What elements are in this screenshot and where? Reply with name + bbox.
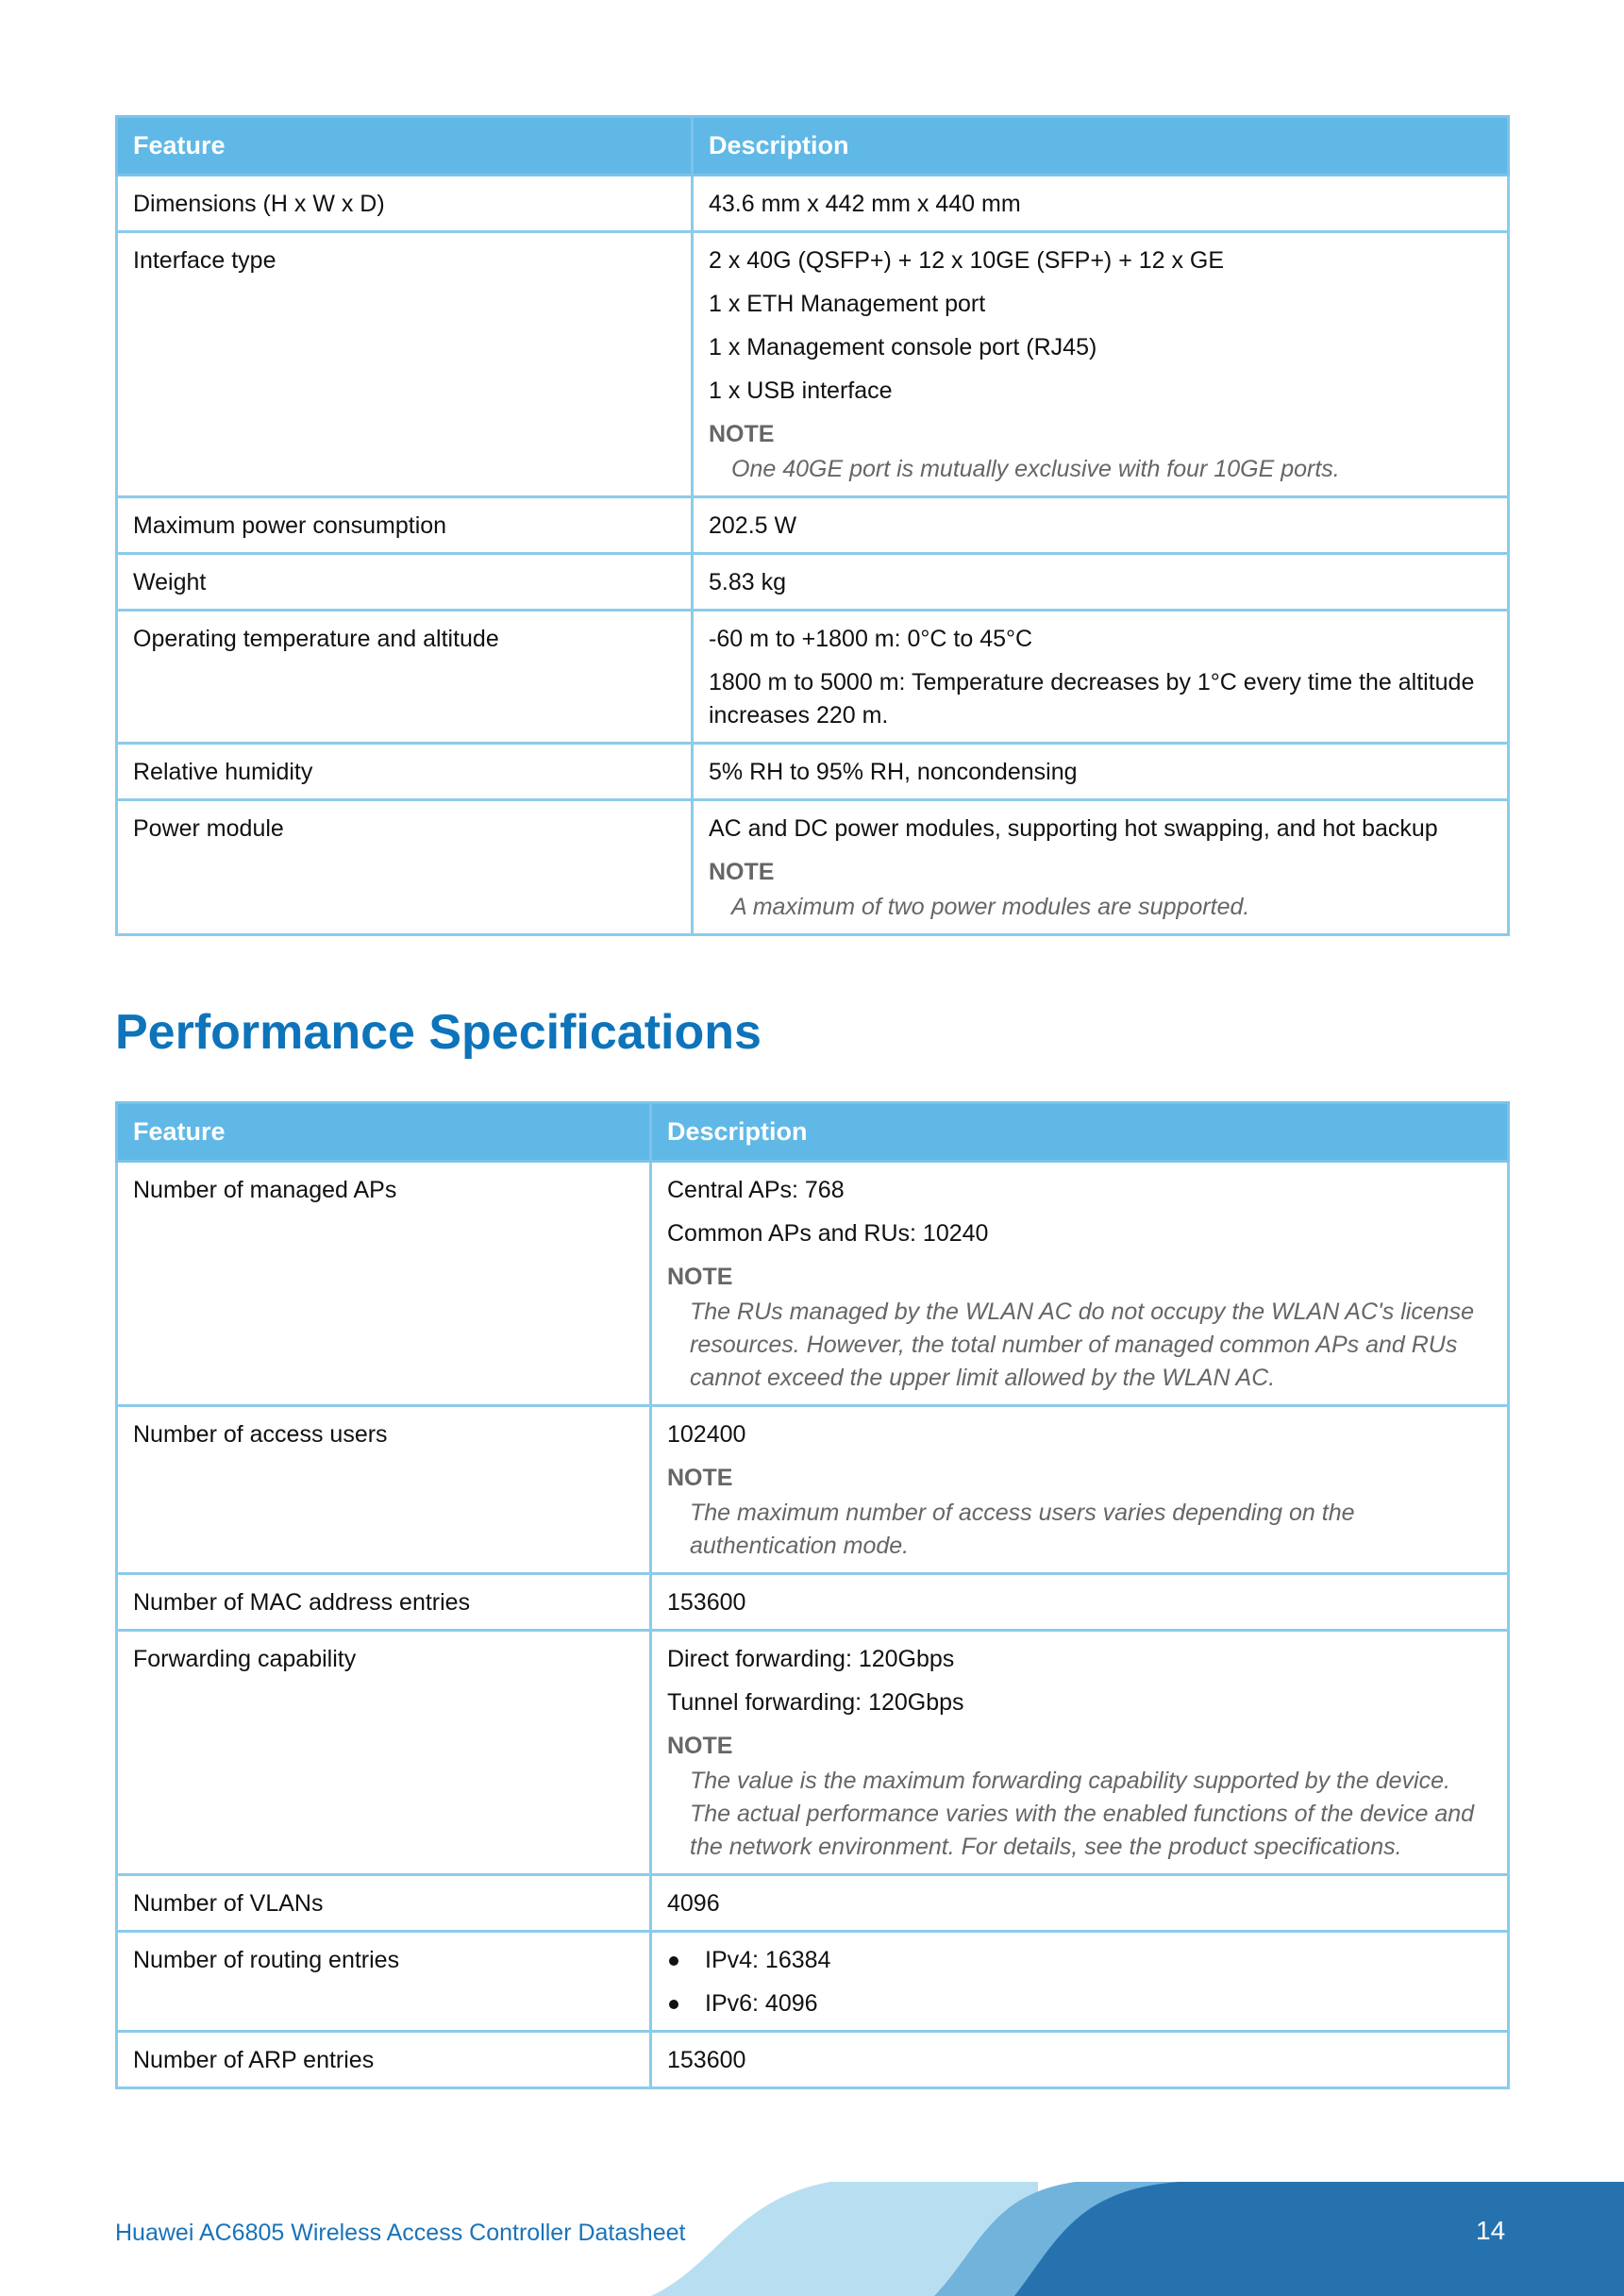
bullet-list bbox=[667, 1944, 1492, 2020]
table-row bbox=[117, 554, 1509, 611]
feature-cell: Power module bbox=[117, 800, 693, 935]
description-line: 43.6 mm x 442 mm x 440 mm bbox=[709, 191, 1021, 217]
description-line: Tunnel forwarding: 120Gbps bbox=[667, 1689, 964, 1716]
section-title: Performance Specifications bbox=[115, 1005, 762, 1060]
description-cell bbox=[693, 554, 1509, 611]
table-row bbox=[117, 744, 1509, 800]
performance-spec-table bbox=[115, 1101, 1510, 2089]
description-line: 5.83 kg bbox=[709, 569, 787, 595]
description-cell bbox=[651, 1932, 1509, 2032]
bullet-text: IPv6: 4096 bbox=[705, 1990, 818, 2017]
note-label: NOTE bbox=[667, 1733, 733, 1759]
description-cell bbox=[651, 1162, 1509, 1406]
description-cell bbox=[651, 1406, 1509, 1574]
bullet-icon bbox=[669, 1956, 678, 1966]
description-line: 153600 bbox=[667, 1589, 746, 1616]
feature-cell: Weight bbox=[117, 554, 693, 611]
feature-cell: Interface type bbox=[117, 232, 693, 497]
description-cell bbox=[693, 744, 1509, 800]
page-number: 14 bbox=[1476, 2216, 1506, 2245]
description-line: 153600 bbox=[667, 2047, 746, 2073]
description-cell bbox=[651, 1631, 1509, 1875]
description-line: 1 x USB interface bbox=[709, 377, 893, 404]
description-line: 1 x ETH Management port bbox=[709, 291, 986, 317]
table-row bbox=[117, 1875, 1509, 1932]
description-line: 2 x 40G (QSFP+) + 12 x 10GE (SFP+) + 12 x GE bbox=[709, 247, 1225, 274]
feature-cell: Number of access users bbox=[117, 1406, 651, 1574]
description-line: 1 x Management console port (RJ45) bbox=[709, 334, 1097, 360]
description-line: 4096 bbox=[667, 1890, 720, 1917]
hardware-spec-table bbox=[115, 115, 1510, 936]
bullet-item bbox=[667, 1944, 1492, 1977]
note-label: NOTE bbox=[709, 859, 775, 885]
table-row bbox=[117, 176, 1509, 232]
description-cell bbox=[693, 176, 1509, 232]
feature-cell: Number of MAC address entries bbox=[117, 1574, 651, 1631]
bullet-icon bbox=[669, 2000, 678, 2009]
note-text: The value is the maximum forwarding capability supported by the device. The actual performance varies with the enabled functions of the device and the network environment. For details, see the product specifications. bbox=[690, 1768, 1475, 1860]
table-row bbox=[117, 1406, 1509, 1574]
description-cell bbox=[693, 800, 1509, 935]
description-cell bbox=[651, 1875, 1509, 1932]
table-row bbox=[117, 497, 1509, 554]
description-cell bbox=[693, 611, 1509, 744]
description-line: 1800 m to 5000 m: Temperature decreases by 1°C every time the altitude increases 220 m. bbox=[709, 669, 1475, 729]
note-label: NOTE bbox=[709, 421, 775, 447]
description-line: Central APs: 768 bbox=[667, 1177, 845, 1203]
table-row bbox=[117, 611, 1509, 744]
note-label: NOTE bbox=[667, 1264, 733, 1290]
table-row bbox=[117, 1162, 1509, 1406]
note-text: The RUs managed by the WLAN AC do not occupy the WLAN AC's license resources. However, the total number of managed common APs and RUs cannot exceed the upper limit allowed by the WLAN AC. bbox=[690, 1299, 1475, 1391]
column-header-description: Description bbox=[693, 117, 1509, 176]
note-text: One 40GE port is mutually exclusive with four 10GE ports. bbox=[731, 456, 1340, 482]
table-row bbox=[117, 1932, 1509, 2032]
feature-cell: Maximum power consumption bbox=[117, 497, 693, 554]
feature-cell: Number of VLANs bbox=[117, 1875, 651, 1932]
feature-cell: Number of routing entries bbox=[117, 1932, 651, 2032]
column-header-feature: Feature bbox=[117, 1103, 651, 1162]
note-label: NOTE bbox=[667, 1465, 733, 1491]
feature-cell: Relative humidity bbox=[117, 744, 693, 800]
description-cell bbox=[693, 232, 1509, 497]
note-text: The maximum number of access users varies depending on the authentication mode. bbox=[690, 1500, 1355, 1559]
description-cell bbox=[693, 497, 1509, 554]
feature-cell: Forwarding capability bbox=[117, 1631, 651, 1875]
note-text: A maximum of two power modules are supported. bbox=[731, 894, 1250, 920]
table-row bbox=[117, 800, 1509, 935]
description-line: Common APs and RUs: 10240 bbox=[667, 1220, 989, 1247]
description-line: -60 m to +1800 m: 0°C to 45°C bbox=[709, 626, 1033, 652]
table-row bbox=[117, 2032, 1509, 2088]
feature-cell: Dimensions (H x W x D) bbox=[117, 176, 693, 232]
bullet-text: IPv4: 16384 bbox=[705, 1947, 831, 1973]
description-cell bbox=[651, 1574, 1509, 1631]
bullet-item bbox=[667, 1987, 1492, 2020]
feature-cell: Number of ARP entries bbox=[117, 2032, 651, 2088]
footer-document-title: Huawei AC6805 Wireless Access Controller Datasheet bbox=[115, 2220, 686, 2246]
column-header-description: Description bbox=[651, 1103, 1509, 1162]
description-line: AC and DC power modules, supporting hot swapping, and hot backup bbox=[709, 815, 1438, 842]
feature-cell: Number of managed APs bbox=[117, 1162, 651, 1406]
table-header-row bbox=[117, 1103, 1509, 1162]
description-cell bbox=[651, 2032, 1509, 2088]
description-line: 202.5 W bbox=[709, 512, 797, 539]
description-line: 102400 bbox=[667, 1421, 746, 1448]
column-header-feature: Feature bbox=[117, 117, 693, 176]
table-row bbox=[117, 1574, 1509, 1631]
table-row bbox=[117, 232, 1509, 497]
table-row bbox=[117, 1631, 1509, 1875]
feature-cell: Operating temperature and altitude bbox=[117, 611, 693, 744]
table-header-row bbox=[117, 117, 1509, 176]
description-line: 5% RH to 95% RH, noncondensing bbox=[709, 759, 1078, 785]
description-line: Direct forwarding: 120Gbps bbox=[667, 1646, 955, 1672]
